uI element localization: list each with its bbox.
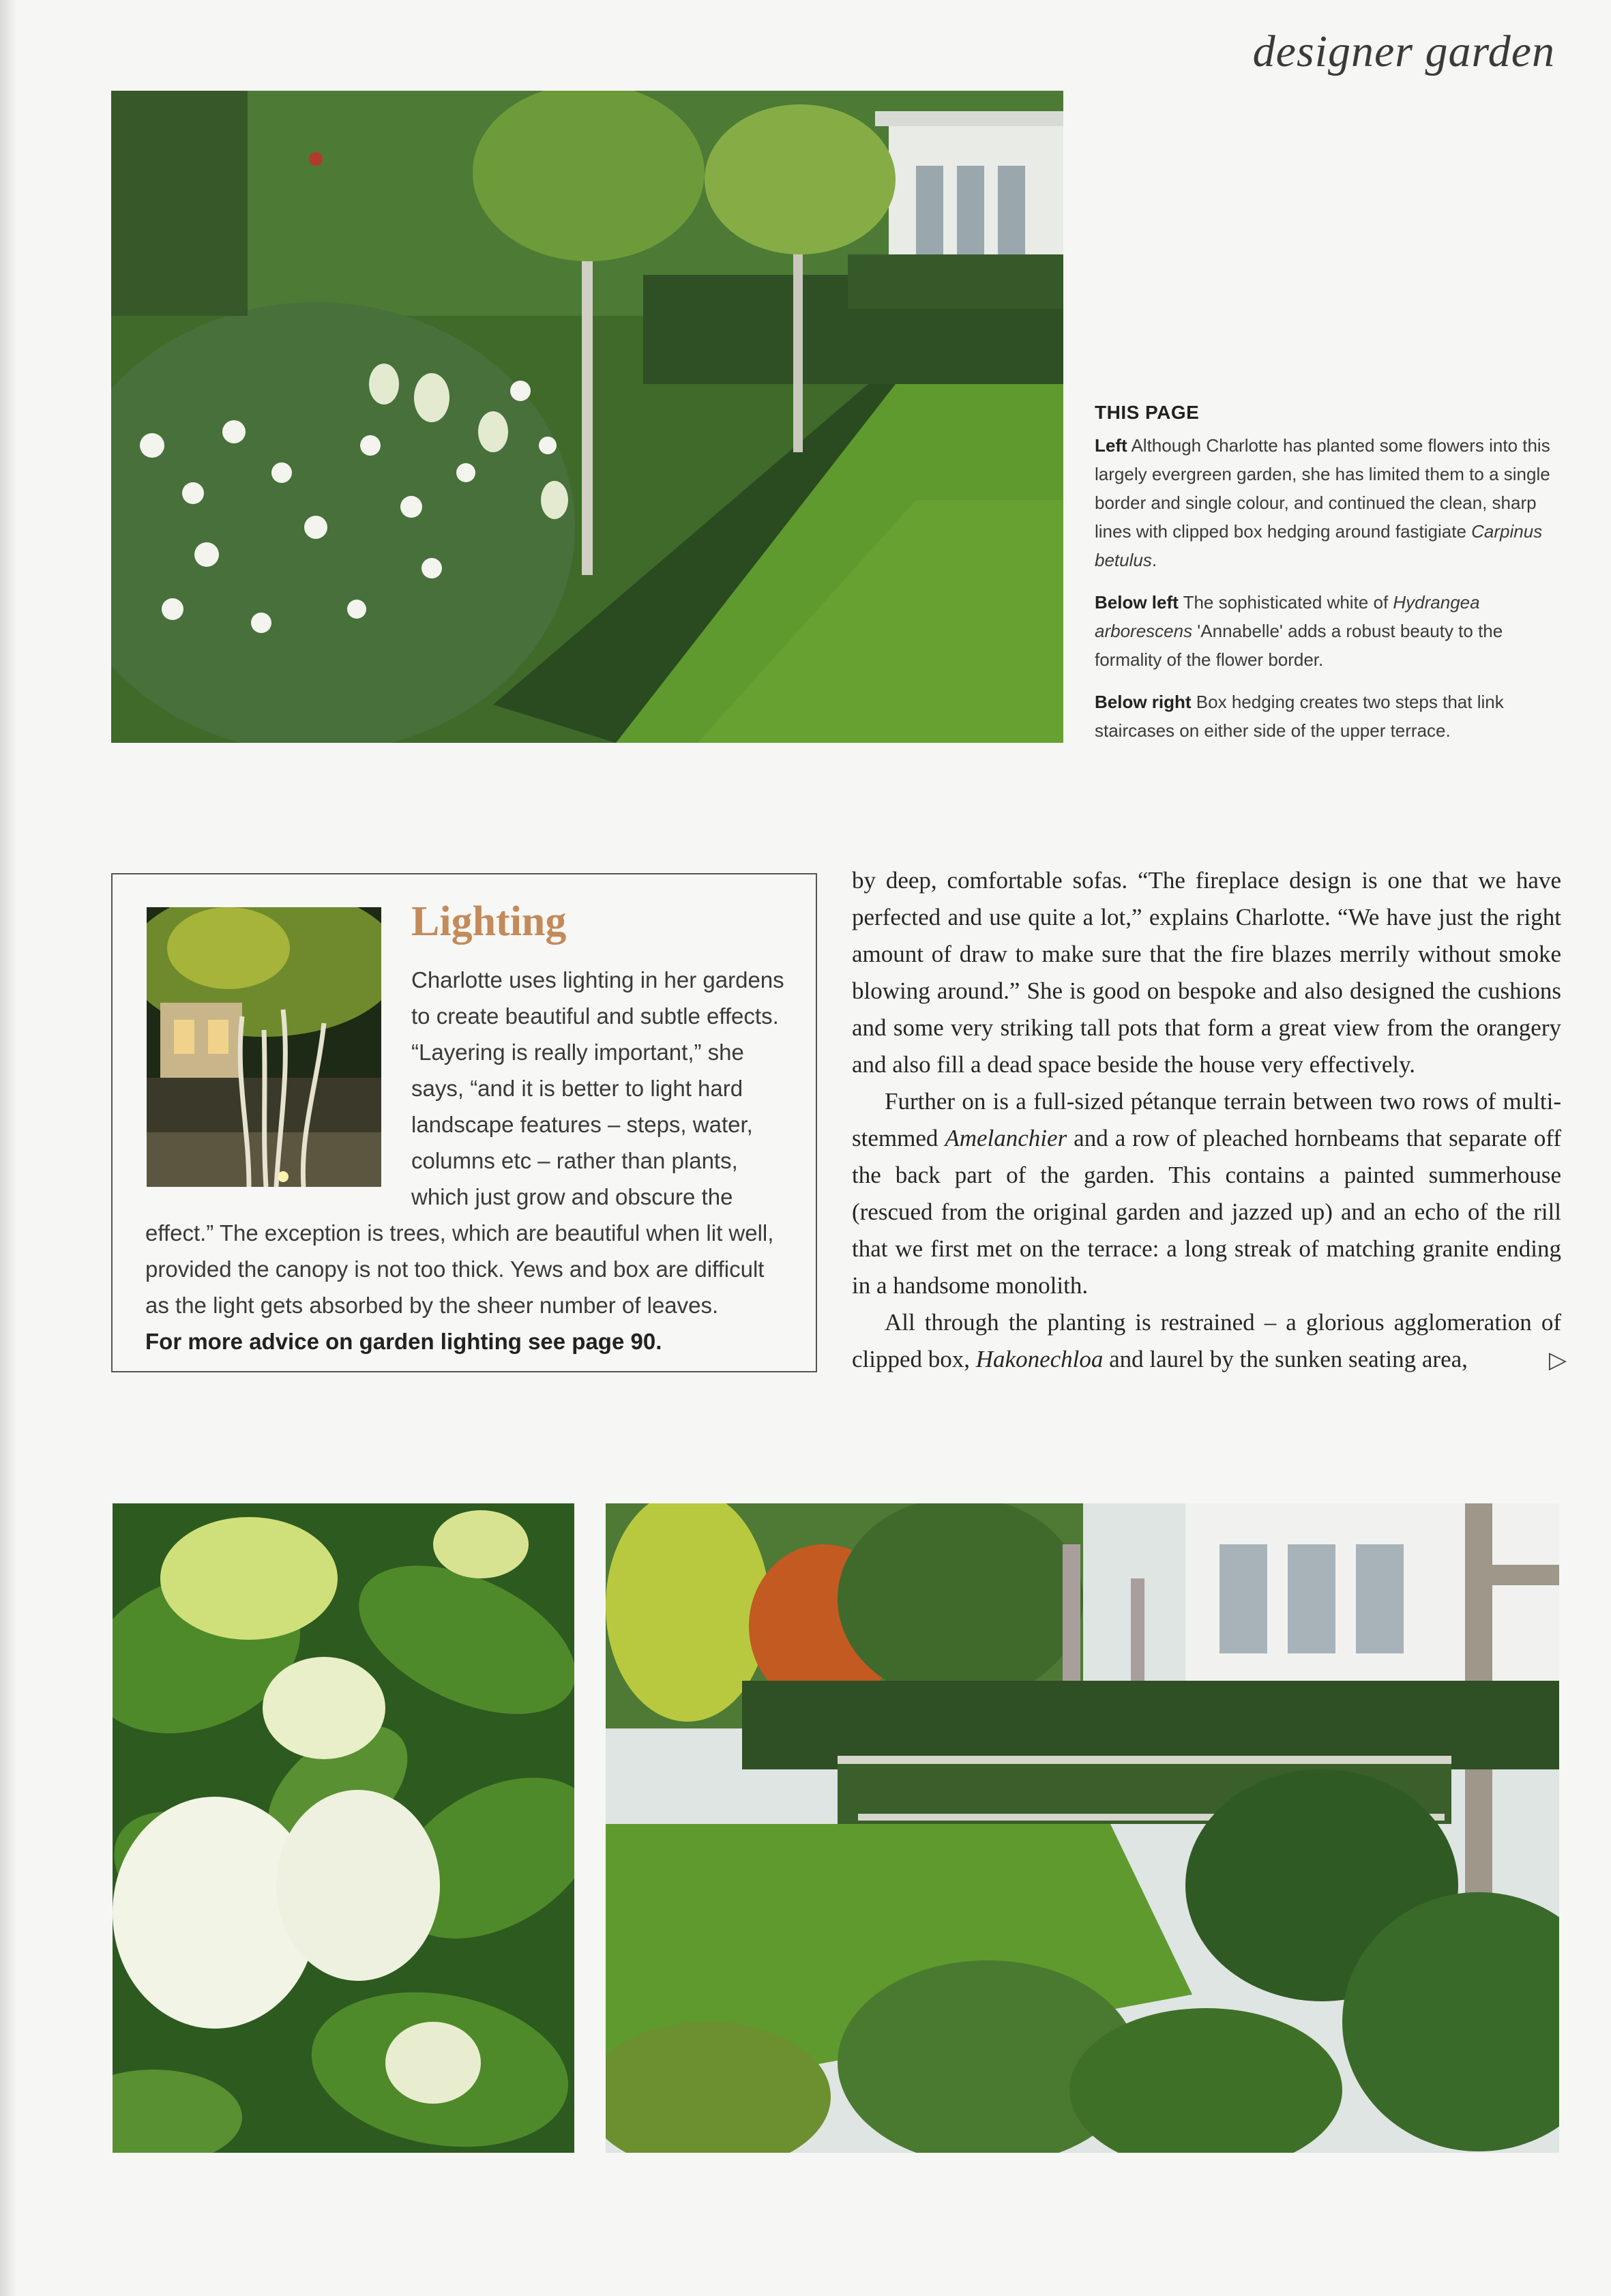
article-text: Further on is a full-sized pétanque terrain between two rows of multi-stemmed — [852, 1088, 1561, 1151]
captions-heading: THIS PAGE — [1095, 402, 1200, 423]
page-gutter-shadow — [0, 0, 16, 2296]
article-body — [852, 862, 1567, 1378]
lighting-sidebar — [111, 873, 817, 1372]
lighting-photo-spacer — [145, 962, 411, 1202]
article-italic: Amelanchier — [945, 1125, 1067, 1151]
article-paragraph: by deep, comfortable sofas. “The fireplace design is one that we have perfected and use quite a lot,” explains Charlotte. “We have just the right amount of draw to make sure that the fire blazes merrily without smoke blowing around.” She is good on bespoke and also designed the cushions and some very striking tall pots that form a great view from the orangery and also fill a dead space beside the house very effectively. — [852, 867, 1561, 1078]
lighting-body — [145, 962, 793, 1359]
article-text: All through the planting is restrained – a glorious agglomeration of clipped box, — [852, 1309, 1561, 1372]
article-paragraph — [852, 1304, 1561, 1378]
article-paragraph — [852, 1083, 1561, 1304]
caption-below-right — [1095, 688, 1558, 745]
lighting-body-text: Charlotte uses lighting in her gardens to create beautiful and subtle effects. “Layering is really important,” she says, “and it is better to light hard landscape features – steps, water, columns etc – rather than plants, which just grow and obscure the effect.” The exception is trees, which are beautiful when lit well, provided the canopy is not too thick. Yews and box are difficult as the light gets absorbed by the sheer number of leaves. — [145, 967, 784, 1318]
caption-text: Box hedging creates two steps that link staircases on either side of the upper terrace. — [1095, 692, 1504, 741]
photo-captions — [1095, 398, 1558, 759]
caption-label: Below right — [1095, 692, 1192, 712]
article-italic: Hakonechloa — [975, 1346, 1104, 1372]
lighting-title: Lighting — [411, 898, 567, 945]
photo-flower-border — [111, 91, 1063, 743]
caption-label: Below left — [1095, 592, 1179, 613]
continue-arrow-icon: ▷ — [1548, 1348, 1567, 1373]
article-text: and a row of pleached hornbeams that separate off the back part of the garden. This contains a painted summerhouse (rescued from the original garden and jazzed up) and an echo of the rill that we first met on the terrace: a long streak of matching granite ending in a handsome monolith. — [852, 1125, 1561, 1299]
caption-text: The sophisticated white of — [1183, 592, 1393, 613]
caption-text: Although Charlotte has planted some flowers into this largely evergreen garden, she has limited them to a single border and single colour, and continued the clean, sharp lines with clipped box hedging around fastigiate — [1095, 435, 1550, 542]
caption-italic: Hydrangea arborescens — [1095, 592, 1480, 641]
article-text: and laurel by the sunken seating area, — [1103, 1346, 1468, 1372]
section-header: designer garden — [1252, 27, 1555, 76]
photo-terrace — [606, 1503, 1559, 2153]
caption-text-end: . — [1151, 550, 1157, 570]
caption-label: Left — [1095, 435, 1127, 456]
photo-hydrangea — [113, 1503, 574, 2153]
caption-text-end: 'Annabelle' adds a robust beauty to the formality of the flower border. — [1095, 621, 1503, 670]
caption-below-left — [1095, 588, 1558, 674]
caption-left — [1095, 431, 1558, 574]
lighting-more-advice: For more advice on garden lighting see page 90. — [145, 1329, 662, 1354]
caption-italic: Carpinus betulus — [1095, 521, 1543, 570]
